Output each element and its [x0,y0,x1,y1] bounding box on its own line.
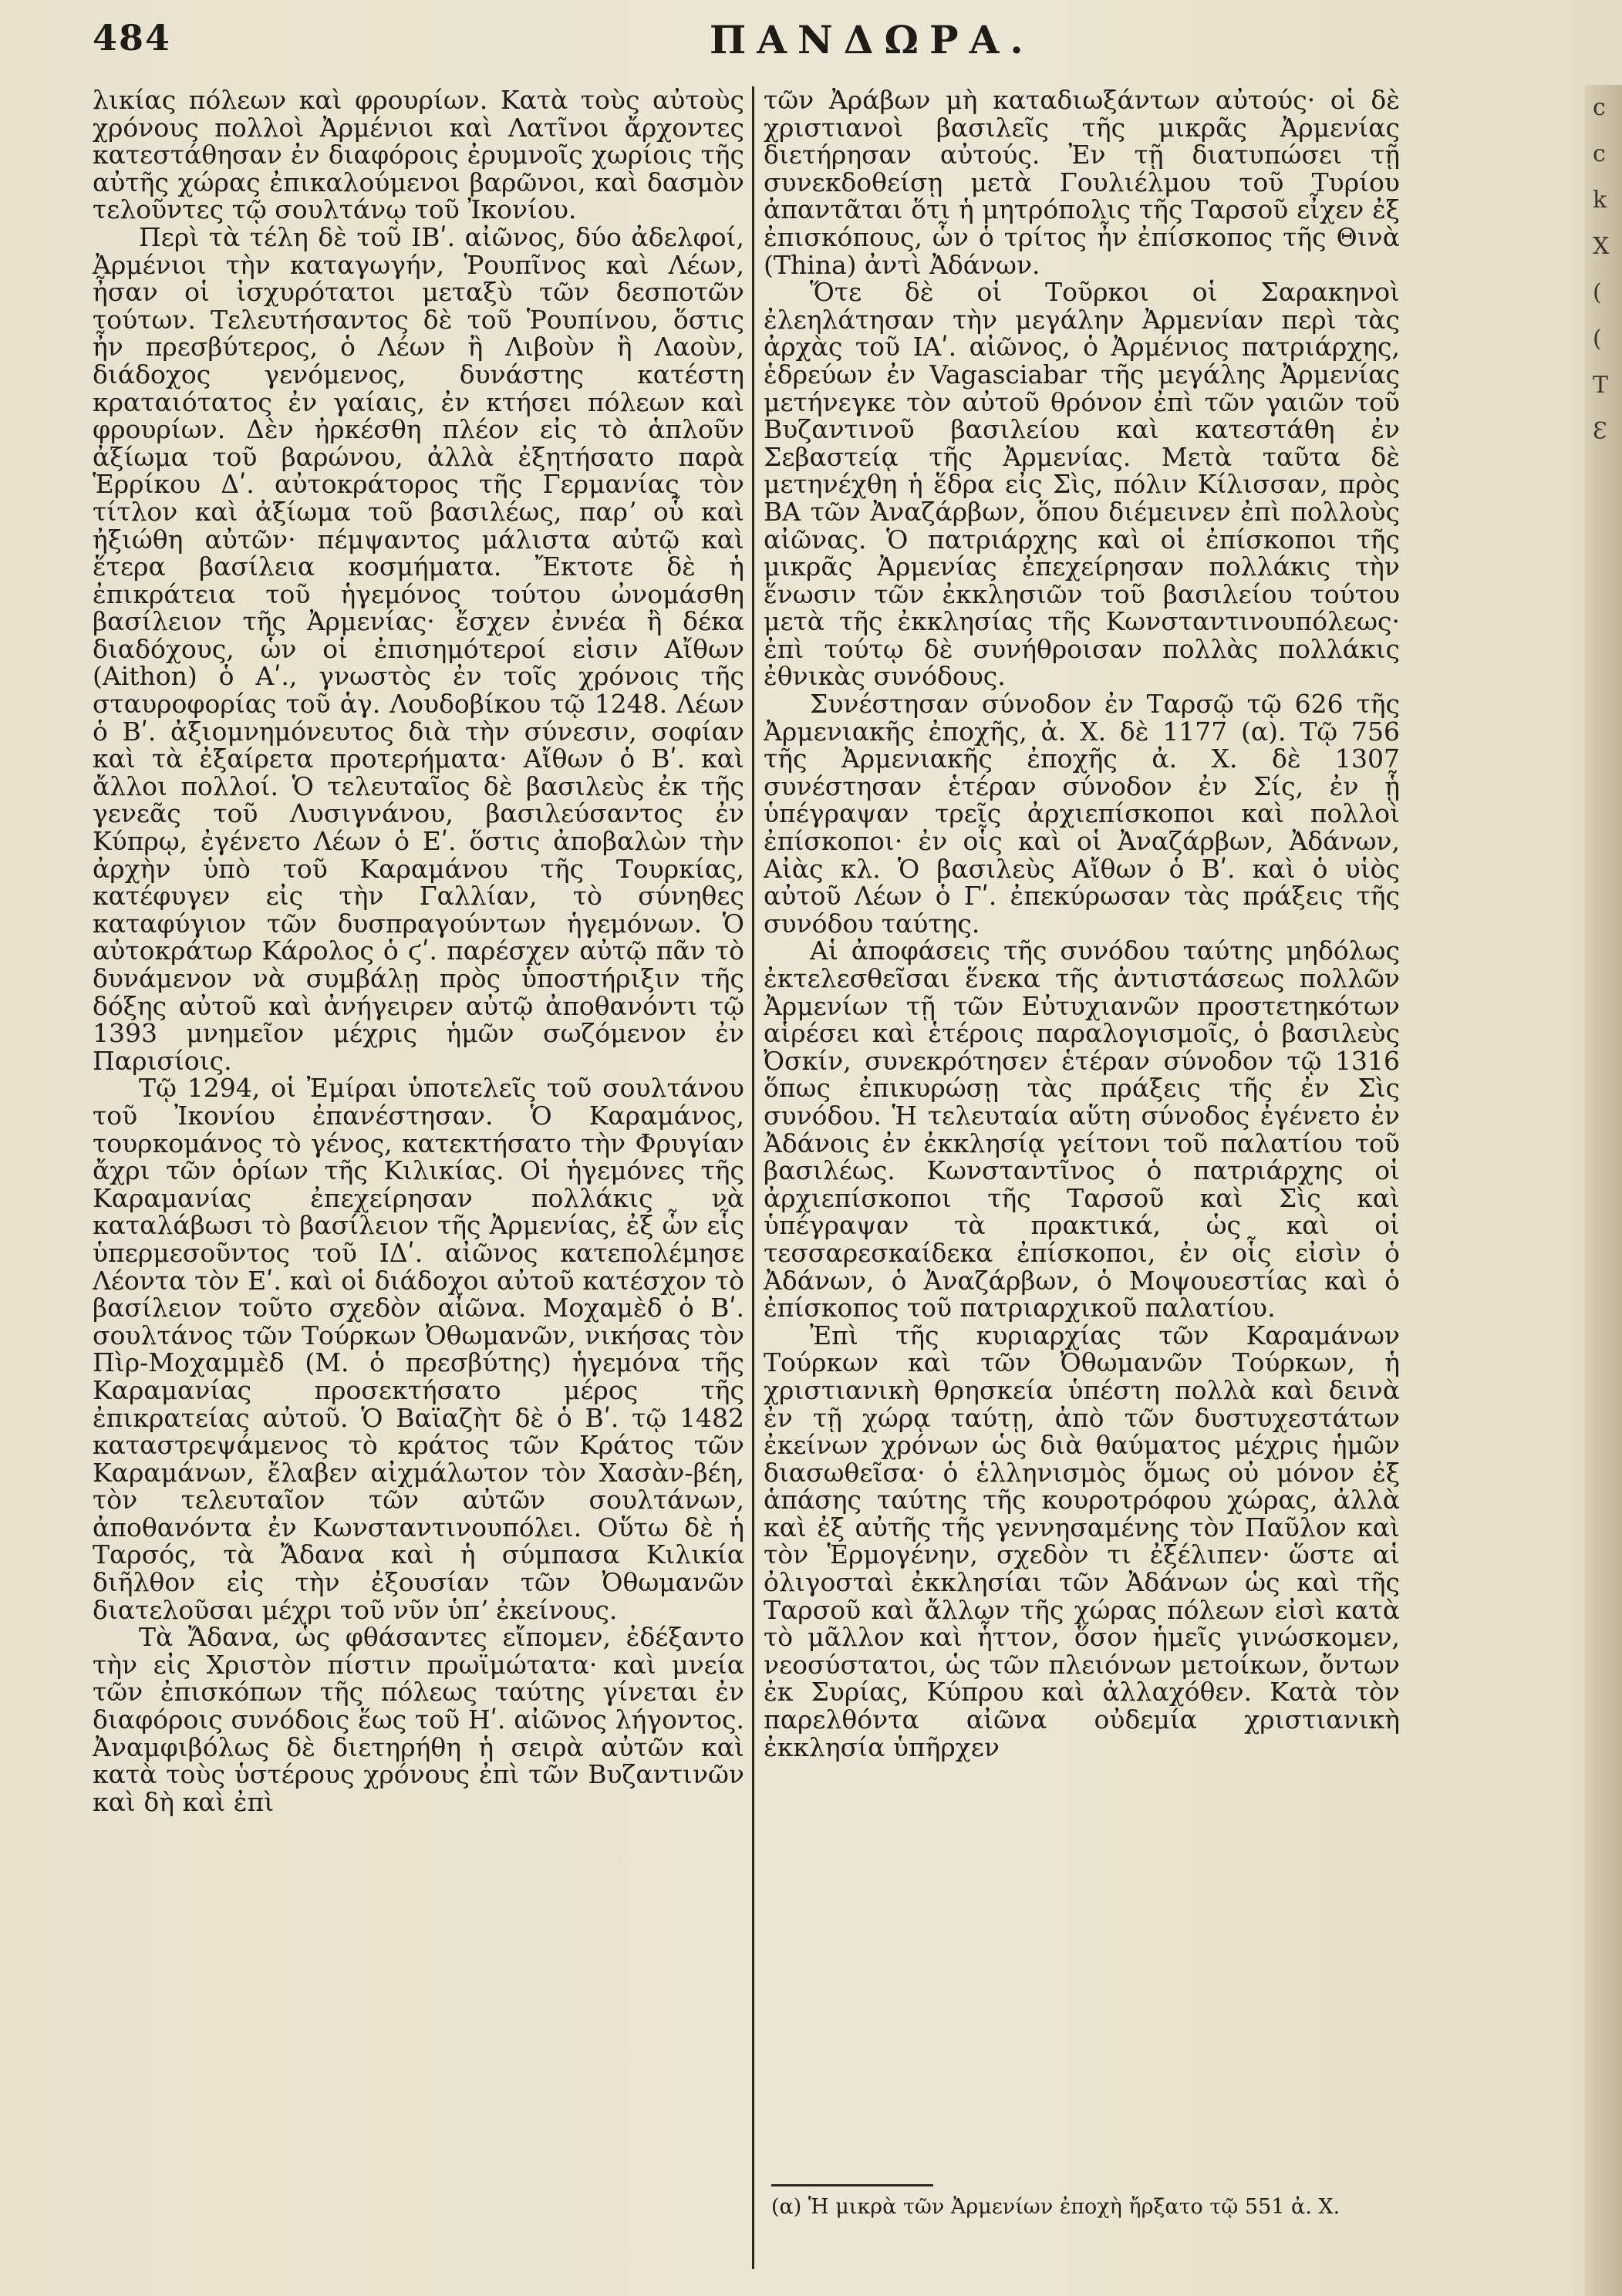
left-paragraph-4: Τὰ Ἄδανα, ὡς φθάσαντες εἴπομεν, ἐδέξαντο τὴν εἰς Χριστὸν πίστιν πρωϊμώτατα· καὶ μνεία τῶν ἐπισκόπων τῆς πόλεως ταύτης γίνεται ἐν διαφόροις συνόδοις ἕως τοῦ Ηʹ. αἰῶνος λήγοντος. Ἀναμφιβόλως δὲ διετηρήθη ἡ σειρὰ αὐτῶν καὶ κατὰ τοὺς ὑστέρους χρόνους ἐπὶ τῶν Βυζαντινῶν καὶ δὴ καὶ ἐπὶ [93,1622,744,1817]
adjacent-page-edge [1585,85,1622,2296]
running-head: ΠΑΝΔΩΡΑ. [710,17,1034,62]
edge-fragment: X [1593,233,1610,260]
right-paragraph-4: Αἱ ἀποφάσεις τῆς συνόδου ταύτης μηδόλως ἐκτελεσθεῖσαι ἕνεκα τῆς ἀντιστάσεως πολλῶν Ἀρμενίων τῇ τῶν Εὐτυχιανῶν προστετηκότων αἱρέσει καὶ ἑτέροις παραλογισμοῖς, ὁ βασιλεὺς Ὀσκίν, συνεκρότησεν ἑτέραν σύνοδον τῷ 1316 ὅπως ἐπικυρώσῃ τὰς πράξεις τῆς ἐν Σὶς συνόδου. Ἡ τελευταία αὕτη σύνοδος ἐγένετο ἐν Ἀδάνοις ἐν ἐκκλησίᾳ γείτονι τοῦ παλατίου τοῦ βασιλέως. Κωνσταντῖνος ὁ πατριάρχης οἱ ἀρχιεπίσκοποι τῆς Ταρσοῦ καὶ Σὶς καὶ ὑπέγραψαν τὰ πρακτικά, ὡς καὶ οἱ τεσσαρεσκαίδεκα ἐπίσκοποι, ἐν οἷς εἰσὶν ὁ Ἀδάνων, ὁ Ἀναζάρβων, ὁ Μοψουεστίας καὶ ὁ ἐπίσκοπος τοῦ πατριαρχικοῦ παλατίου. [764,936,1400,1323]
left-column [93,86,744,1816]
right-paragraph-2: Ὅτε δὲ οἱ Τοῦρκοι οἱ Σαρακηνοὶ ἐλεηλάτησαν τὴν μεγάλην Ἀρμενίαν περὶ τὰς ἀρχὰς τοῦ ΙΑʹ. αἰῶνος, ὁ Ἀρμένιος πατριάρχης, ἑδρεύων ἐν Vagasciabar τῆς μεγάλης Ἀρμενίας μετήνεγκε τὸν αὐτοῦ θρόνον ἐπὶ τῶν γαιῶν τοῦ Βυζαντινοῦ βασιλείου καὶ κατεστάθη ἐν Σεβαστείᾳ τῆς Ἀρμενίας. Μετὰ ταῦτα δὲ μετηνέχθη ἡ ἕδρα εἰς Σὶς, πόλιν Κίλισσαν, πρὸς ΒΑ τῶν Ἀναζάρβων, ὅπου διέμεινεν ἐπὶ πολλοὺς αἰῶνας. Ὁ πατριάρχης καὶ οἱ ἐπίσκοποι τῆς μικρᾶς Ἀρμενίας ἐπεχείρησαν πολλάκις τὴν ἕνωσιν τῶν ἐκκλησιῶν τοῦ βασιλείου τούτου μετὰ τῆς ἐκκλησίας τῆς Κωνσταντινουπόλεως· ἐπὶ τούτῳ δὲ συνήθροισαν πολλὰς πολλάκις ἐθνικὰς συνόδους. [764,277,1400,692]
footnote: (α) Ἡ μικρὰ τῶν Ἀρμενίων ἐποχὴ ἤρξατο τῷ 551 ἀ. Χ. [771,2195,1340,2219]
edge-fragment: T [1593,372,1609,399]
page-header [93,17,1543,71]
left-paragraph-2: Περὶ τὰ τέλη δὲ τοῦ ΙΒʹ. αἰῶνος, δύο ἀδελφοί, Ἀρμένιοι τὴν καταγωγήν, Ῥουπῖνος καὶ Λέων, ἦσαν οἱ ἰσχυρότατοι μεταξὺ τῶν δεσποτῶν τούτων. Τελευτήσαντος δὲ τοῦ Ῥουπίνου, ὅστις ἦν πρεσβύτερος, ὁ Λέων ἢ Λιβοὺν ἢ Λαοὺν, διάδοχος γενόμενος, δυνάστης κατέστη κραταιότατος ἐν γαίαις, ἐν κτήσει πόλεων καὶ φρουρίων. Δὲν ἠρκέσθη πλέον εἰς τὸ ἁπλοῦν ἀξίωμα τοῦ βαρώνου, ἀλλὰ ἐξητήσατο παρὰ Ἑρρίκου Δʹ. αὐτοκράτορος τῆς Γερμανίας τὸν τίτλον καὶ ἀξίωμα τοῦ βασιλέως, παρʼ οὗ καὶ ἠξιώθη αὐτῶν· πέμψαντος μάλιστα αὐτῷ καὶ ἕτερα βασίλεια κοσμήματα. Ἔκτοτε δὲ ἡ ἐπικράτεια τοῦ ἡγεμόνος τούτου ὠνομάσθη βασίλειον τῆς Ἀρμενίας· ἔσχεν ἐννέα ἢ δέκα διαδόχους, ὧν οἱ ἐπισημότεροί εἰσιν Αἴθων (Aithon) ὁ Αʹ., γνωστὸς ἐν τοῖς χρόνοις τῆς σταυροφορίας τοῦ ἁγ. Λουδοβίκου τῷ 1248. Λέων ὁ Βʹ. ἀξιομνημόνευτος διὰ τὴν σύνεσιν, σοφίαν καὶ τὰ ἐξαίρετα προτερήματα· Αἴθων ὁ Βʹ. καὶ ἄλλοι πολλοί. Ὁ τελευταῖος δὲ βασιλεὺς ἐκ τῆς γενεᾶς τοῦ Λυσιγνάνου, βασιλεύσαντος ἐν Κύπρῳ, ἐγένετο Λέων ὁ Εʹ. ὅστις ἀποβαλὼν τὴν ἀρχὴν ὑπὸ τοῦ Καραμάνου τῆς Τουρκίας, κατέφυγεν εἰς τὴν Γαλλίαν, τὸ σύνηθες καταφύγιον τῶν δυσπραγούντων ἡγεμόνων. Ὁ αὐτοκράτωρ Κάρολος ὁ ϛʹ. παρέσχεν αὐτῷ πᾶν τὸ δυνάμενον νὰ συμβάλῃ πρὸς ὑποστήριξιν τῆς δόξης αὐτοῦ καὶ ἀνήγειρεν αὐτῷ ἀποθανόντι τῷ 1393 μνημεῖον μέχρις ἡμῶν σωζόμενον ἐν Παρισίοις. [93,221,744,1076]
edge-fragment: ( [1593,279,1602,306]
footnote-rule [771,2184,933,2186]
right-paragraph-3: Συνέστησαν σύνοδον ἐν Ταρσῷ τῷ 626 τῆς Ἀρμενιακῆς ἐποχῆς, ἀ. Χ. δὲ 1177 (α). Τῷ 756 τῆς Ἀρμενιακῆς ἐποχῆς ἀ. Χ. δὲ 1307 συνέστησαν ἑτέραν σύνοδον ἐν Σίς, ἐν ᾗ ὑπέγραψαν τρεῖς ἀρχιεπίσκοποι καὶ πολλοὶ ἐπίσκοποι· ἐν οἷς καὶ οἱ Ἀναζάρβων, Ἀδάνων, Αἰὰς κλ. Ὁ βασιλεὺς Αἴθων ὁ Βʹ. καὶ ὁ υἱὸς αὐτοῦ Λέων ὁ Γʹ. ἐπεκύρωσαν τὰς πράξεις τῆς συνόδου ταύτης. [764,689,1400,939]
edge-fragment: ( [1593,325,1602,352]
edge-fragment: k [1593,187,1607,214]
edge-fragment: Ɛ [1593,418,1607,445]
column-divider [752,86,754,2269]
right-paragraph-5: Ἐπὶ τῆς κυριαρχίας τῶν Καραμάνων Τούρκων καὶ τῶν Ὀθωμανῶν Τούρκων, ἡ χριστιανικὴ θρησκεία ὑπέστη πολλὰ καὶ δεινὰ ἐν τῇ χώρᾳ ταύτῃ, ἀπὸ τῶν δυστυχεστάτων ἐκείνων χρόνων ὡς διὰ θαύματος μέχρις ἡμῶν διασωθεῖσα· ὁ ἑλληνισμὸς ὅμως οὐ μόνον ἐξ ἁπάσης ταύτης τῆς κουροτρόφου χώρας, ἀλλὰ καὶ ἐξ αὐτῆς τῆς γεννησαμένης τὸν Παῦλον καὶ τὸν Ἑρμογένην, σχεδὸν τι ἐξέλιπεν· ὥστε αἱ ὀλιγοσταὶ ἐκκλησίαι τῶν Ἀδάνων ὡς καὶ τῆς Ταρσοῦ καὶ ἄλλων τῆς χώρας πόλεων εἰσὶ κατὰ τὸ μᾶλλον καὶ ἧττον, ὅσον ἡμεῖς γινώσκομεν, νεοσύστατοι, ὡς τῶν πλειόνων μετοίκων, ὄντων ἐκ Συρίας, Κύπρου καὶ ἀλλαχόθεν. Κατὰ τὸν παρελθόντα αἰῶνα οὐδεμία χριστιανικὴ ἐκκλησία ὑπῆρχεν [764,1320,1400,1762]
right-paragraph-1: τῶν Ἀράβων μὴ καταδιωξάντων αὐτούς· οἱ δὲ χριστιανοὶ βασιλεῖς τῆς μικρᾶς Ἀρμενίας διετήρησαν αὐτούς. Ἐν τῇ διατυπώσει τῇ συνεκδοθείσῃ μετὰ Γουλιέλμου τοῦ Τυρίου ἀπαντᾶται ὅτι ἡ μητρόπολις τῆς Ταρσοῦ εἶχεν ἐξ ἐπισκόπους, ὧν ὁ τρίτος ἦν ἐπίσκοπος τῆς Θινὰ (Thina) ἀντὶ Ἀδάνων. [764,85,1400,280]
left-paragraph-1: λικίας πόλεων καὶ φρουρίων. Κατὰ τοὺς αὐτοὺς χρόνους πολλοὶ Ἀρμένιοι καὶ Λατῖνοι ἄρχοντες κατεστάθησαν ἐν διαφόροις ἐρυμνοῖς χωρίοις τῆς αὐτῆς χώρας ἐπικαλούμενοι βαρῶνοι, καὶ δασμὸν τελοῦντες τῷ σουλτάνῳ τοῦ Ἰκονίου. [93,85,744,225]
edge-fragment: c [1593,140,1606,167]
left-paragraph-3: Τῷ 1294, οἱ Ἐμίραι ὑποτελεῖς τοῦ σουλτάνου τοῦ Ἰκονίου ἐπανέστησαν. Ὁ Καραμάνος, τουρκομάνος τὸ γένος, κατεκτήσατο τὴν Φρυγίαν ἄχρι τῶν ὁρίων τῆς Κιλικίας. Οἱ ἡγεμόνες τῆς Καραμανίας ἐπεχείρησαν πολλάκις νὰ καταλάβωσι τὸ βασίλειον τῆς Ἀρμενίας, ἐξ ὧν εἷς ὑπερμεσοῦντος τοῦ ΙΔʹ. αἰῶνος κατεπολέμησε Λέοντα τὸν Εʹ. καὶ οἱ διάδοχοι αὐτοῦ κατέσχον τὸ βασίλειον τοῦτο σχεδὸν αἰῶνα. Μοχαμὲδ ὁ Βʹ. σουλτάνος τῶν Τούρκων Ὀθωμανῶν, νικήσας τὸν Πὶρ-Μοχαμμὲδ (Μ. ὁ πρεσβύτης) ἡγεμόνα τῆς Καραμανίας προσεκτήσατο μέρος τῆς ἐπικρατείας αὐτοῦ. Ὁ Βαϊαζὴτ δὲ ὁ Βʹ. τῷ 1482 καταστρεψάμενος τὸ κράτος τῶν Κράτος τῶν Καραμάνων, ἔλαβεν αἰχμάλωτον τὸν Χασὰν-βέη, τὸν τελευταῖον τῶν αὐτῶν σουλτάνων, ἀποθανόντα ἐν Κωνσταντινουπόλει. Οὕτω δὲ ἡ Ταρσός, τὰ Ἄδανα καὶ ἡ σύμπασα Κιλικία διῆλθον εἰς τὴν ἐξουσίαν τῶν Ὀθωμανῶν διατελοῦσαι μέχρι τοῦ νῦν ὑπʼ ἐκείνους. [93,1073,744,1625]
edge-fragment: c [1593,94,1606,121]
page-number: 484 [93,17,172,59]
right-column [764,86,1400,1761]
